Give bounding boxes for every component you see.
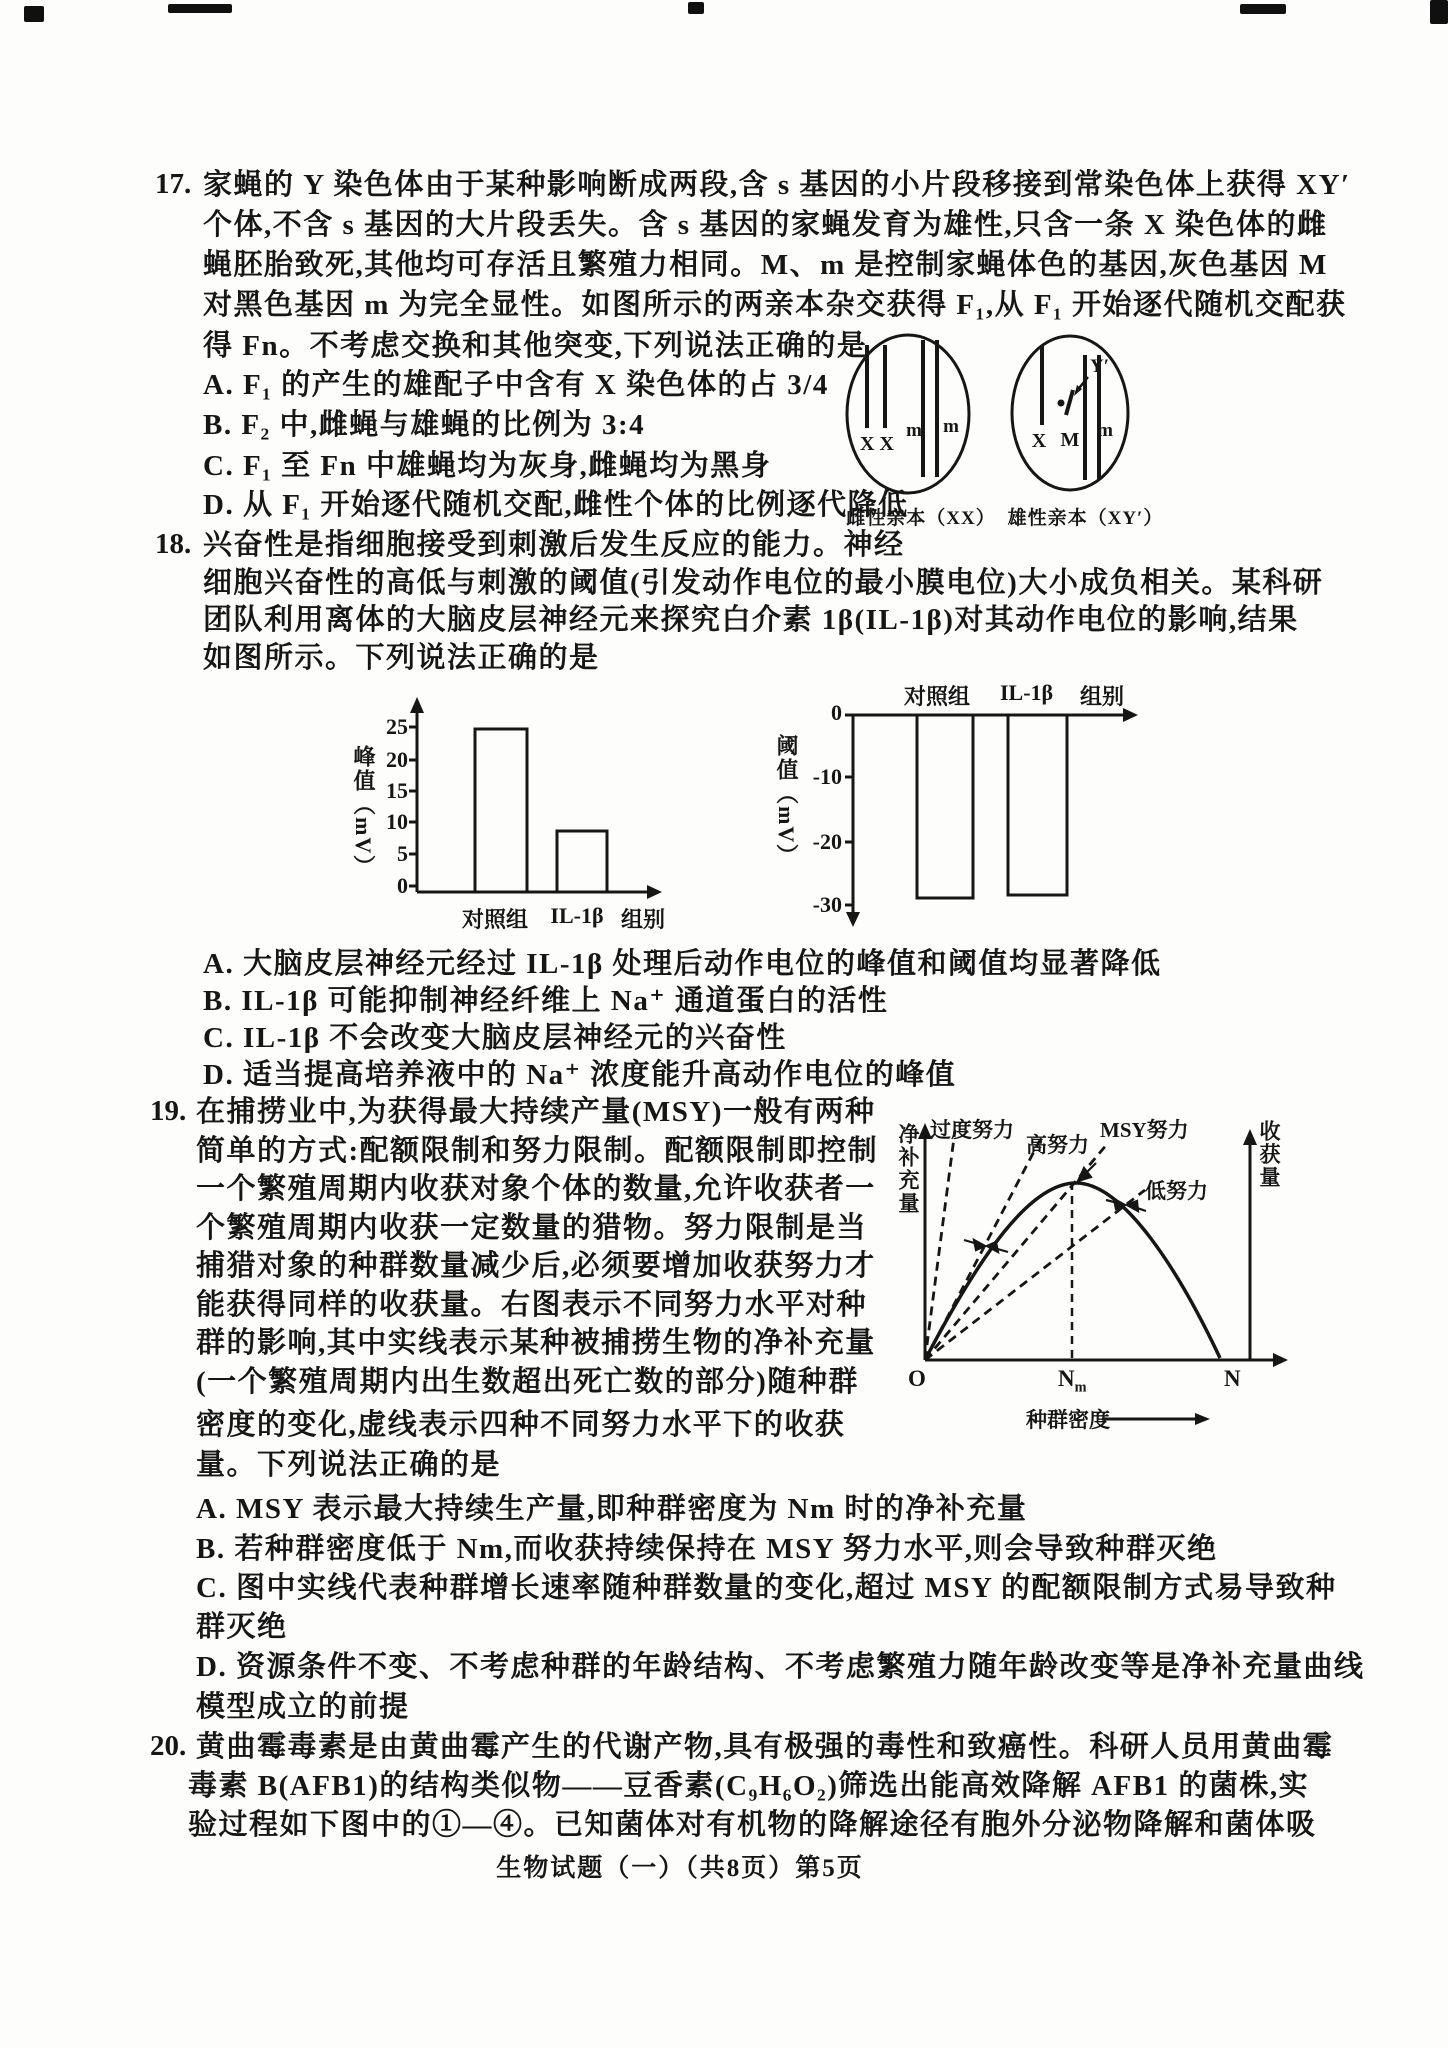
q19-line: 一个繁殖周期内收获对象个体的数量,允许收获者一 — [196, 1173, 876, 1205]
male-m-label: m — [1097, 420, 1113, 441]
y-prime-label: Y′ — [1090, 356, 1110, 377]
q19-line: 简单的方式:配额限制和努力限制。配额限制即控制 — [196, 1135, 879, 1167]
q17-option-d: D. 从 F₁ 开始逐代随机交配,雌性个体的比例逐代降低 — [203, 489, 909, 521]
threshold-ytick: -20 — [812, 829, 842, 854]
q17-line: 个体,不含 s 基因的大片段丢失。含 s 基因的家蝇发育为雄性,只含一条 X 染色体的雌 — [203, 209, 1328, 241]
bar-il1b-peak — [557, 831, 607, 892]
peak-ytick: 5 — [397, 841, 408, 866]
q18-line: 如图所示。下列说法正确的是 — [203, 642, 600, 674]
q19-line: 量。下列说法正确的是 — [196, 1449, 502, 1481]
threshold-yaxis-arrow — [846, 912, 860, 927]
q19-line: 捕猎对象的种群数量减少后,必须要增加收获努力才 — [196, 1250, 876, 1282]
q19-option-d-cont: 模型成立的前提 — [196, 1691, 410, 1723]
peak-xlabel: 组别 — [621, 907, 666, 932]
peak-cat-il1b: IL-1β — [550, 903, 604, 928]
q19-line: 能获得同样的收获量。右图表示不同努力水平对种 — [196, 1289, 868, 1321]
female-x-label: X X — [860, 433, 894, 455]
peak-ytick: 15 — [386, 778, 408, 803]
q19-option-c: C. 图中实线代表种群增长速率随种群数量的变化,超过 MSY 的配额限制方式易导致种 — [196, 1572, 1337, 1604]
peak-xaxis-arrow — [647, 885, 662, 899]
threshold-xlabel: 组别 — [1080, 684, 1125, 709]
density-axis-arrow — [1273, 1353, 1288, 1367]
q17-line: 得 Fn。不考虑交换和其他突变,下列说法正确的是 — [203, 330, 868, 362]
male-parent-cell — [1012, 336, 1128, 490]
bar-control-threshold — [917, 715, 973, 898]
peak-cat-control: 对照组 — [461, 907, 528, 932]
threshold-cat-il1b: IL-1β — [1000, 680, 1054, 705]
density-label-arrowhead — [1195, 1413, 1210, 1425]
q19-line: 群的影响,其中实线表示某种被捕捞生物的净补充量 — [196, 1327, 876, 1359]
origin-label: O — [908, 1366, 926, 1391]
q18-option-b: B. IL-1β 可能抑制神经纤维上 Na⁺ 通道蛋白的活性 — [203, 985, 889, 1017]
scan-artifact — [688, 2, 704, 14]
q17-number: 17. — [155, 168, 192, 200]
effort-lines — [925, 1130, 1145, 1360]
harvest-graph — [880, 1105, 1300, 1445]
peak-ylabel: 峰值（mV） — [351, 745, 376, 880]
over-effort-line — [925, 1130, 955, 1360]
q19-option-a: A. MSY 表示最大持续生产量,即种群密度为 Nm 时的净补充量 — [196, 1493, 1028, 1525]
density-axis-label: 种群密度 — [1026, 1408, 1110, 1432]
female-m-left-label: m — [906, 420, 922, 441]
q19-number: 19. — [150, 1095, 187, 1127]
q17-option-a: A. F₁ 的产生的雄配子中含有 X 染色体的占 3/4 — [203, 369, 829, 401]
nm-label-sub: m — [1074, 1379, 1087, 1396]
peak-ytick: 0 — [397, 873, 408, 898]
scan-artifact — [24, 6, 44, 22]
peak-ytick: 10 — [386, 809, 408, 834]
yield-axis-label: 收获量 — [1257, 1120, 1281, 1189]
q18-option-a: A. 大脑皮层神经元经过 IL-1β 处理后动作电位的峰值和阈值均显著降低 — [203, 948, 1162, 980]
female-m-right-label: m — [943, 416, 959, 437]
s-fragment-dot — [1058, 400, 1065, 407]
threshold-cat-control: 对照组 — [904, 684, 971, 709]
peak-yaxis-arrow — [410, 697, 424, 713]
msy-effort-label: MSY努力 — [1100, 1118, 1189, 1142]
q18-line: 团队利用离体的大脑皮层神经元来探究白介素 1β(IL-1β)对其动作电位的影响,结果 — [203, 604, 1299, 636]
q19-option-b: B. 若种群密度低于 Nm,而收获持续保持在 MSY 努力水平,则会导致种群灭绝 — [196, 1533, 1218, 1565]
q20-line: 黄曲霉毒素是由黄曲霉产生的代谢产物,具有极强的毒性和致癌性。科研人员用黄曲霉 — [196, 1731, 1334, 1763]
q19-line: 密度的变化,虚线表示四种不同努力水平下的收获 — [196, 1409, 846, 1441]
q18-option-c: C. IL-1β 不会改变大脑皮层神经元的兴奋性 — [203, 1022, 787, 1054]
female-parent-caption: 雌性亲本（XX） — [846, 508, 996, 529]
over-effort-label: 过度努力 — [930, 1118, 1014, 1142]
q19-line: 在捕捞业中,为获得最大持续产量(MSY)一般有两种 — [196, 1096, 876, 1128]
q18-line: 细胞兴奋性的高低与刺激的阈值(引发动作电位的最小膜电位)大小成负相关。某科研 — [203, 567, 1324, 599]
n-label: N — [1224, 1366, 1241, 1391]
threshold-ytick: -30 — [812, 892, 842, 917]
threshold-axes — [853, 715, 1128, 915]
threshold-xaxis-arrow — [1123, 708, 1138, 722]
q19-line: 个繁殖周期内收获一定数量的猎物。努力限制是当 — [196, 1212, 868, 1244]
q18-number: 18. — [155, 528, 192, 560]
male-M-label: M — [1060, 429, 1080, 451]
bar-control-peak — [475, 729, 527, 892]
q19-line: (一个繁殖周期内出生数超出死亡数的部分)随种群 — [196, 1366, 859, 1398]
q17-line: 家蝇的 Y 染色体由于某种影响断成两段,含 s 基因的小片段移接到常染色体上获得 XY′ — [203, 169, 1351, 201]
scan-artifact — [1240, 4, 1286, 14]
scan-artifact — [1430, 0, 1448, 24]
peak-axes — [417, 709, 652, 892]
scan-artifact — [168, 4, 232, 13]
q18-option-d: D. 适当提高培养液中的 Na⁺ 浓度能升高动作电位的峰值 — [203, 1059, 957, 1091]
high-effort-label: 高努力 — [1026, 1133, 1089, 1157]
low-effort-label: 低努力 — [1145, 1179, 1208, 1203]
peak-ytick: 25 — [386, 714, 408, 739]
bar-il1b-threshold — [1008, 715, 1067, 895]
threshold-ytick: -10 — [812, 764, 842, 789]
threshold-ylabel: 阈值（mV） — [774, 734, 799, 869]
female-chromosomes — [867, 340, 937, 477]
threshold-ytick: 0 — [831, 700, 842, 725]
male-parent-caption: 雄性亲本（XY′） — [1007, 508, 1164, 529]
q19-option-c-cont: 群灭绝 — [196, 1611, 288, 1643]
q20-number: 20. — [150, 1730, 187, 1762]
q17-line: 蝇胚胎致死,其他均可存活且繁殖力相同。M、m 是控制家蝇体色的基因,灰色基因 M — [203, 249, 1328, 281]
q20-line: 毒素 B(AFB1)的结构类似物——豆香素(C₉H₆O₂)筛选出能高效降解 AFB1 的菌株,实 — [188, 1770, 1310, 1802]
q18-line: 兴奋性是指细胞接受到刺激后发生反应的能力。神经 — [203, 529, 905, 561]
net-recruit-axis-label: 净补充量 — [896, 1123, 920, 1215]
q19-option-d: D. 资源条件不变、不考虑种群的年龄结构、不考虑繁殖力随年龄改变等是净补充量曲线 — [196, 1651, 1365, 1683]
high-effort-line — [925, 1140, 1040, 1360]
male-x-label: X — [1031, 430, 1047, 452]
q20-line: 验过程如下图中的①—④。已知菌体对有机物的降解途径有胞外分泌物降解和菌体吸 — [188, 1809, 1317, 1841]
low-effort-line — [925, 1190, 1145, 1360]
q17-line: 对黑色基因 m 为完全显性。如图所示的两亲本杂交获得 F₁,从 F₁ 开始逐代随机交配获 — [203, 289, 1347, 321]
q17-option-b: B. F₂ 中,雌蝇与雄蝇的比例为 3:4 — [203, 409, 646, 441]
nm-label-main: N — [1058, 1366, 1075, 1391]
q17-option-c: C. F₁ 至 Fn 中雄蝇均为灰身,雌蝇均为黑身 — [203, 450, 772, 482]
peak-ytick: 20 — [386, 747, 408, 772]
nm-label — [1058, 1366, 1087, 1397]
page-footer: 生物试题（一）（共8页）第5页 — [496, 1855, 864, 1882]
